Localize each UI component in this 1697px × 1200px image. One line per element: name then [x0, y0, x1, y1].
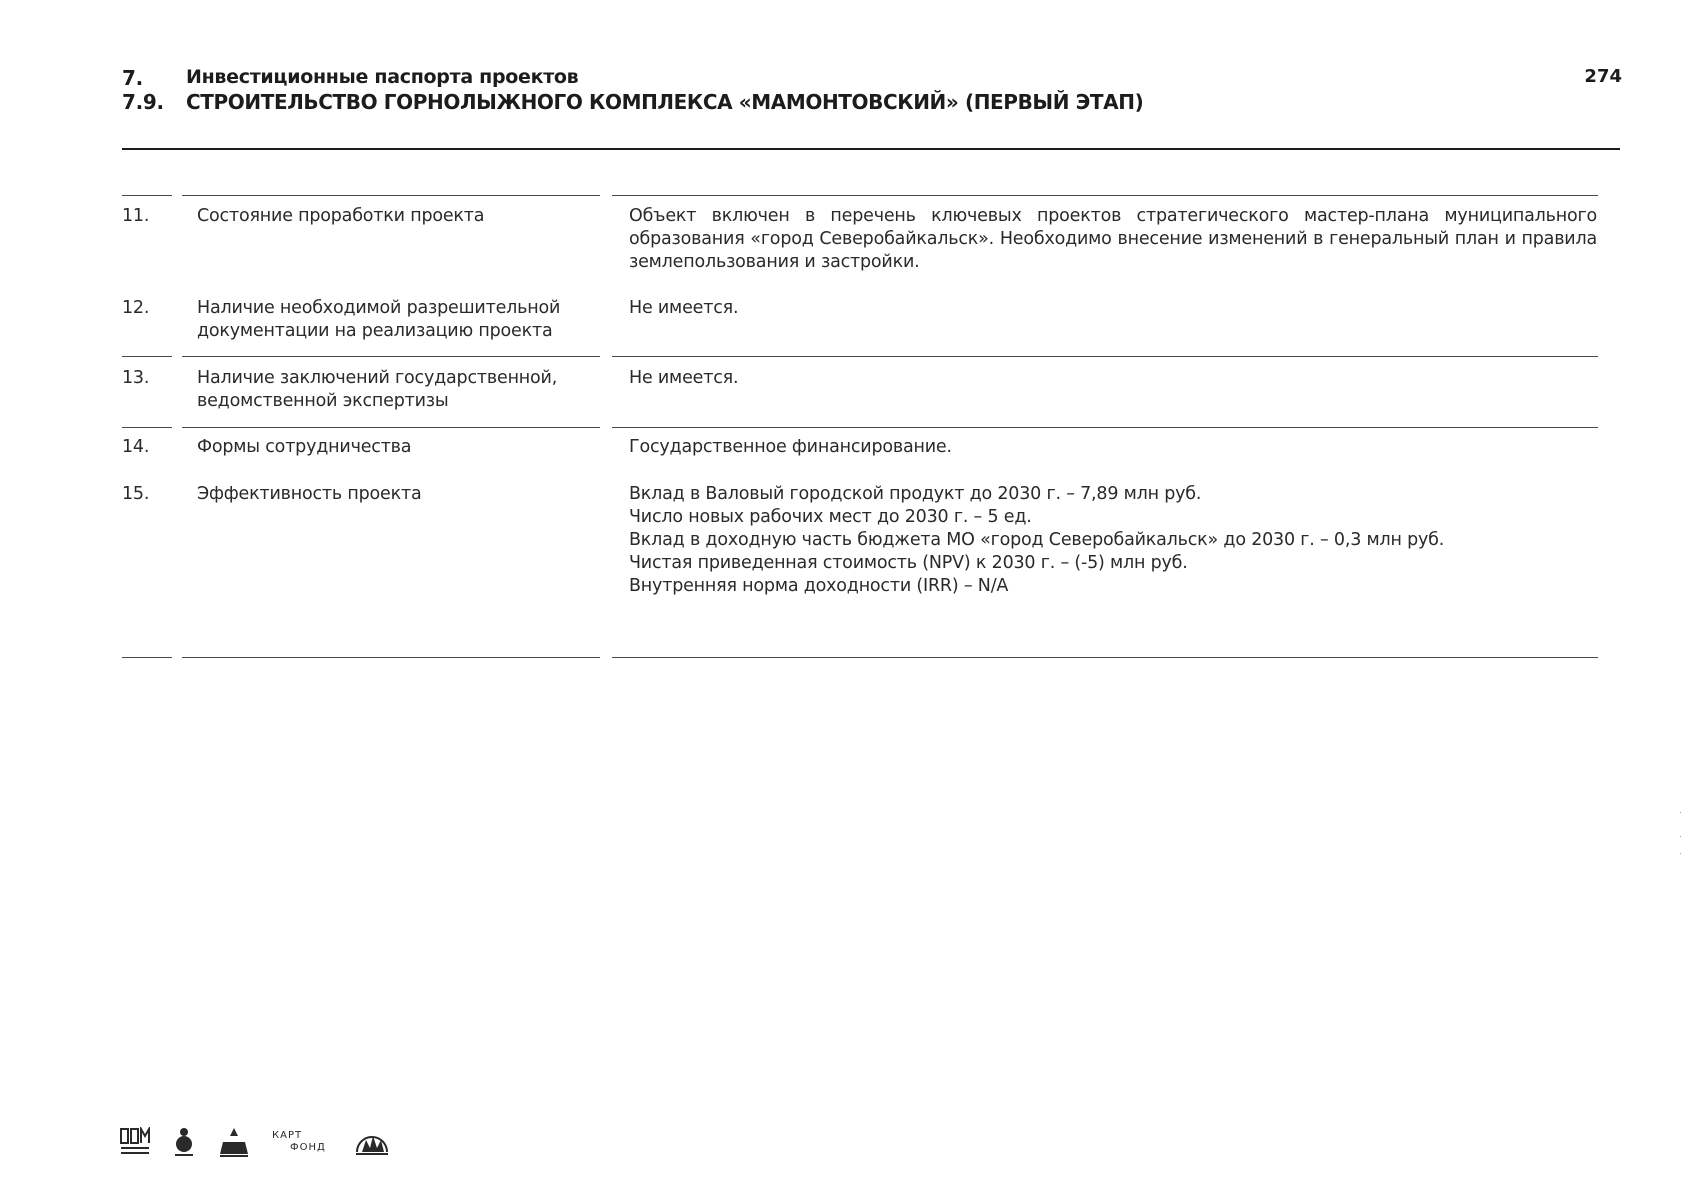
row-value: Не имеется.: [629, 368, 739, 388]
chapter-title: Инвестиционные паспорта проектов: [186, 66, 579, 88]
section-title: СТРОИТЕЛЬСТВО ГОРНОЛЫЖНОГО КОМПЛЕКСА «МАМОНТОВСКИЙ» (ПЕРВЫЙ ЭТАП): [186, 90, 1144, 114]
row-divider: [612, 657, 1598, 658]
row-number: 13.: [122, 368, 150, 388]
edge-mark: [1680, 836, 1681, 837]
row-label: Наличие заключений государственной, ведомственной экспертизы: [197, 368, 558, 411]
logo-4-text-bottom: ФОНД: [290, 1142, 326, 1153]
logo-1: [120, 1127, 150, 1157]
edge-mark: [1680, 853, 1681, 854]
logo-4: [272, 1130, 332, 1154]
page-number: 274: [1584, 66, 1622, 87]
chapter-heading: [122, 66, 1622, 90]
row-number: 11.: [122, 206, 150, 226]
chapter-number: 7.: [122, 66, 143, 90]
row-divider: [182, 657, 600, 658]
row-label: Формы сотрудничества: [197, 437, 412, 457]
footer-logos: [120, 1124, 390, 1160]
header-divider: [122, 148, 1620, 150]
row-label: Наличие необходимой разрешительной документации на реализацию проекта: [197, 298, 561, 341]
row-label: Эффективность проекта: [197, 484, 422, 504]
row-number: 15.: [122, 484, 150, 504]
row-label: Состояние проработки проекта: [197, 206, 485, 226]
row-divider: [122, 657, 172, 658]
row-divider: [122, 427, 172, 428]
logo-4-text-top: КАРТ: [272, 1130, 303, 1141]
row-value: Не имеется.: [629, 298, 739, 318]
row-divider: [612, 356, 1598, 357]
logo-3: [218, 1126, 250, 1158]
section-number: 7.9.: [122, 90, 164, 114]
row-divider: [612, 427, 1598, 428]
row-divider: [182, 427, 600, 428]
row-divider: [122, 356, 172, 357]
row-number: 12.: [122, 298, 150, 318]
edge-mark: [1680, 812, 1681, 813]
effectiveness-item: Число новых рабочих мест до 2030 г. – 5 ед.: [629, 507, 1032, 527]
row-value-list: [629, 483, 1597, 598]
row-number: 14.: [122, 437, 150, 457]
effectiveness-item: Внутренняя норма доходности (IRR) – N/A: [629, 576, 1009, 596]
row-value: Объект включен в перечень ключевых проектов стратегического мастер-плана муниципального образования «город Северобайкальск». Необходимо внесение изменений в генеральный план и правила землепользования и застройки.: [629, 206, 1597, 272]
page-header: [122, 66, 1622, 114]
row-value: Государственное финансирование.: [629, 437, 952, 457]
row-divider: [182, 356, 600, 357]
effectiveness-item: Вклад в доходную часть бюджета МО «город Северобайкальск» до 2030 г. – 0,3 млн руб.: [629, 530, 1445, 550]
section-heading: [122, 90, 1622, 114]
row-divider: [182, 195, 600, 196]
row-divider: [122, 195, 172, 196]
logo-5: [354, 1126, 390, 1158]
effectiveness-item: Вклад в Валовый городской продукт до 2030 г. – 7,89 млн руб.: [629, 484, 1202, 504]
row-divider: [612, 195, 1598, 196]
logo-2: [172, 1126, 196, 1158]
effectiveness-item: Чистая приведенная стоимость (NPV) к 2030 г. – (-5) млн руб.: [629, 553, 1188, 573]
